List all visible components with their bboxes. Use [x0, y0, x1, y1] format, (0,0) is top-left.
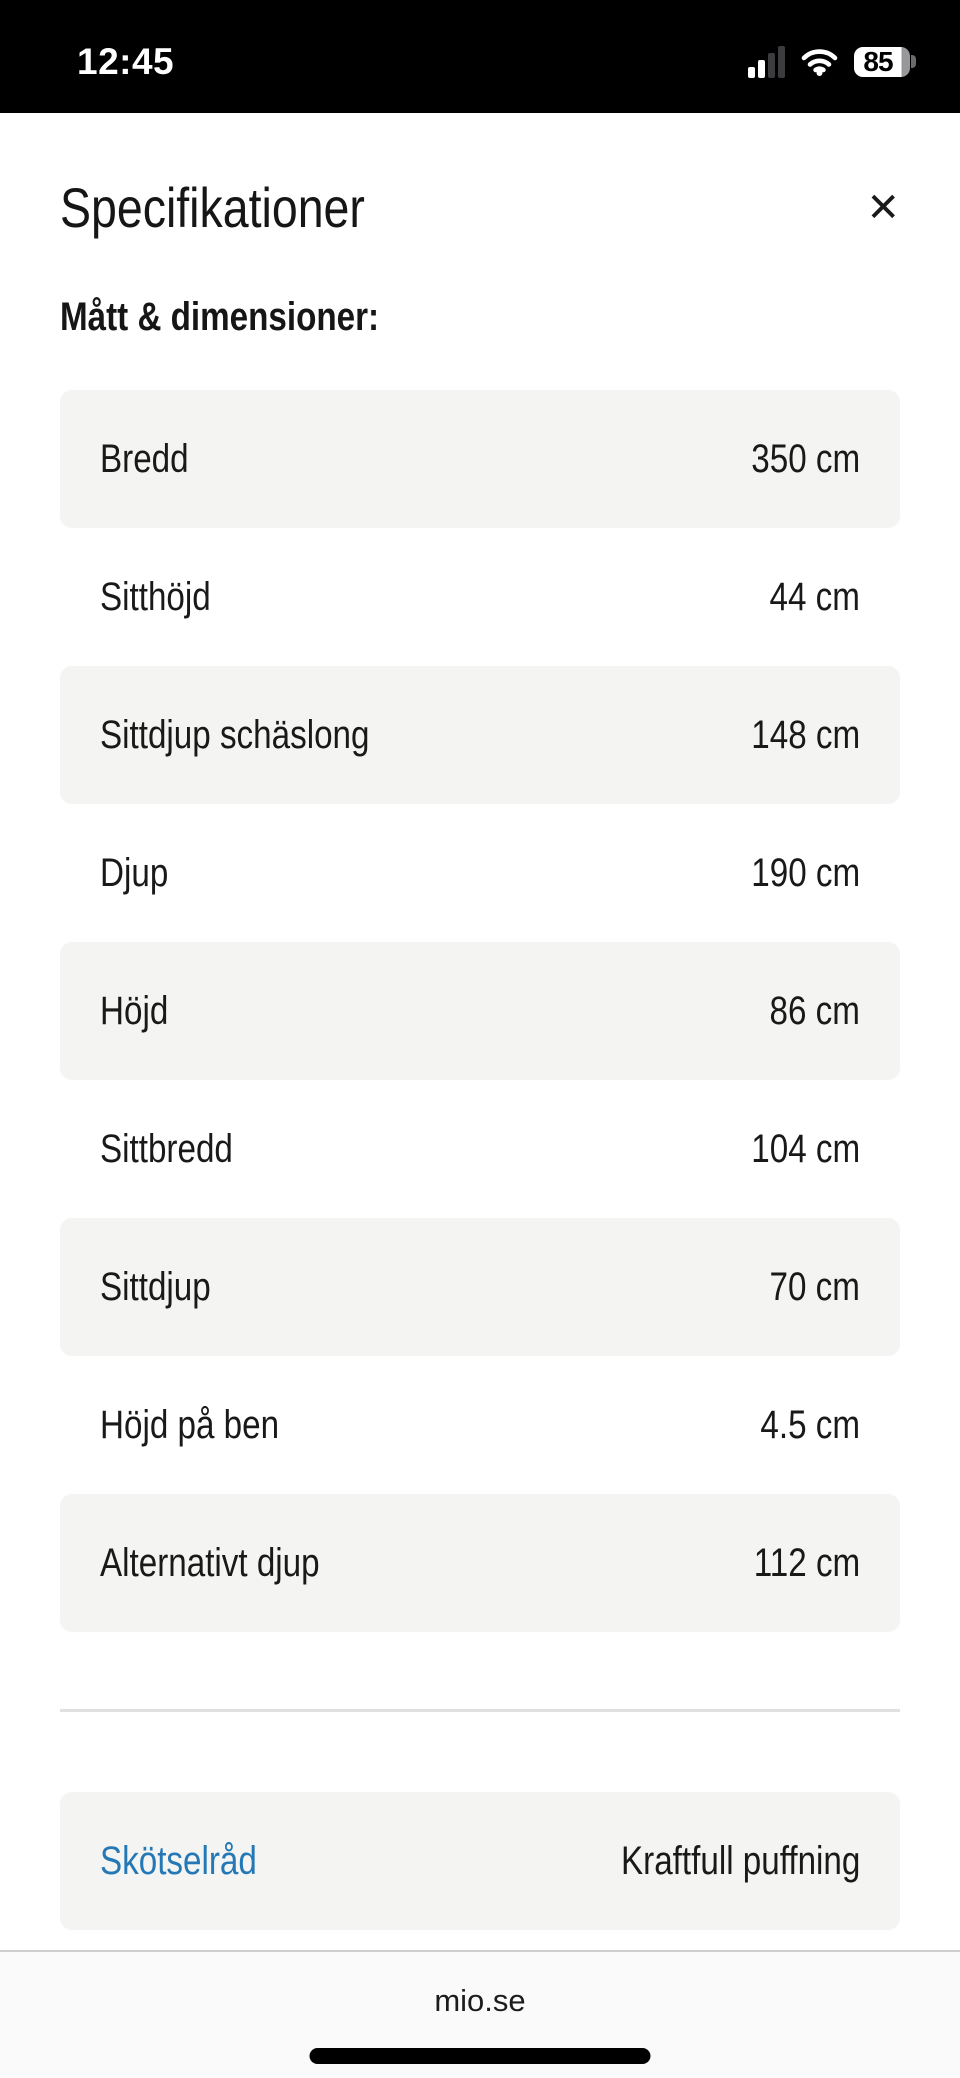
spec-label: Sittbredd — [100, 1126, 233, 1171]
spec-row — [60, 666, 900, 804]
sheet-title: Specifikationer — [60, 176, 365, 239]
spec-value: 86 cm — [769, 988, 860, 1033]
spec-value: 44 cm — [769, 574, 860, 619]
spec-value: 104 cm — [751, 1126, 860, 1171]
specifications-sheet — [0, 113, 960, 1950]
sheet-header — [60, 175, 900, 241]
spec-label: Sittdjup schäslong — [100, 712, 370, 757]
spec-row — [60, 1080, 900, 1218]
signal-bar — [748, 67, 755, 78]
cellular-signal-icon — [748, 46, 785, 78]
spec-row — [60, 804, 900, 942]
spec-label: Höjd — [100, 988, 169, 1033]
spec-table — [60, 390, 900, 1632]
spec-row — [60, 1494, 900, 1632]
spec-row — [60, 942, 900, 1080]
spec-label: Bredd — [100, 436, 189, 481]
signal-bar — [778, 46, 785, 78]
spec-label: Djup — [100, 850, 169, 895]
spec-row — [60, 390, 900, 528]
section-divider — [60, 1709, 900, 1712]
status-time: 12:45 — [77, 40, 175, 82]
spec-row — [60, 1356, 900, 1494]
spec-value: 70 cm — [769, 1264, 860, 1309]
spec-value: 148 cm — [751, 712, 860, 757]
safari-bottom-bar — [0, 1950, 960, 2078]
wifi-icon — [801, 48, 838, 76]
care-advice-link[interactable]: Skötselråd — [100, 1838, 257, 1883]
spec-label: Sitthöjd — [100, 574, 211, 619]
care-row — [60, 1792, 900, 1930]
signal-bar — [758, 60, 765, 78]
care-value: Kraftfull puffning — [620, 1838, 860, 1883]
status-bar — [0, 0, 960, 113]
battery-percent: 85 — [863, 46, 893, 77]
spec-value: 112 cm — [753, 1540, 860, 1585]
close-button[interactable]: ✕ — [866, 186, 900, 230]
spec-label: Höjd på ben — [100, 1402, 280, 1447]
signal-bar — [768, 53, 775, 78]
section-heading: Mått & dimensioner: — [60, 295, 380, 339]
battery-nub — [911, 55, 916, 68]
battery-icon — [854, 47, 916, 77]
spec-value: 190 cm — [751, 850, 860, 895]
spec-value: 350 cm — [751, 436, 860, 481]
home-indicator[interactable] — [310, 2048, 651, 2064]
address-bar-url[interactable]: mio.se — [434, 1983, 526, 2018]
spec-label: Sittdjup — [100, 1264, 211, 1309]
status-icons — [748, 46, 916, 78]
spec-row — [60, 528, 900, 666]
spec-label: Alternativt djup — [100, 1540, 320, 1585]
spec-row — [60, 1218, 900, 1356]
spec-value: 4.5 cm — [760, 1402, 860, 1447]
battery-body — [854, 47, 910, 77]
